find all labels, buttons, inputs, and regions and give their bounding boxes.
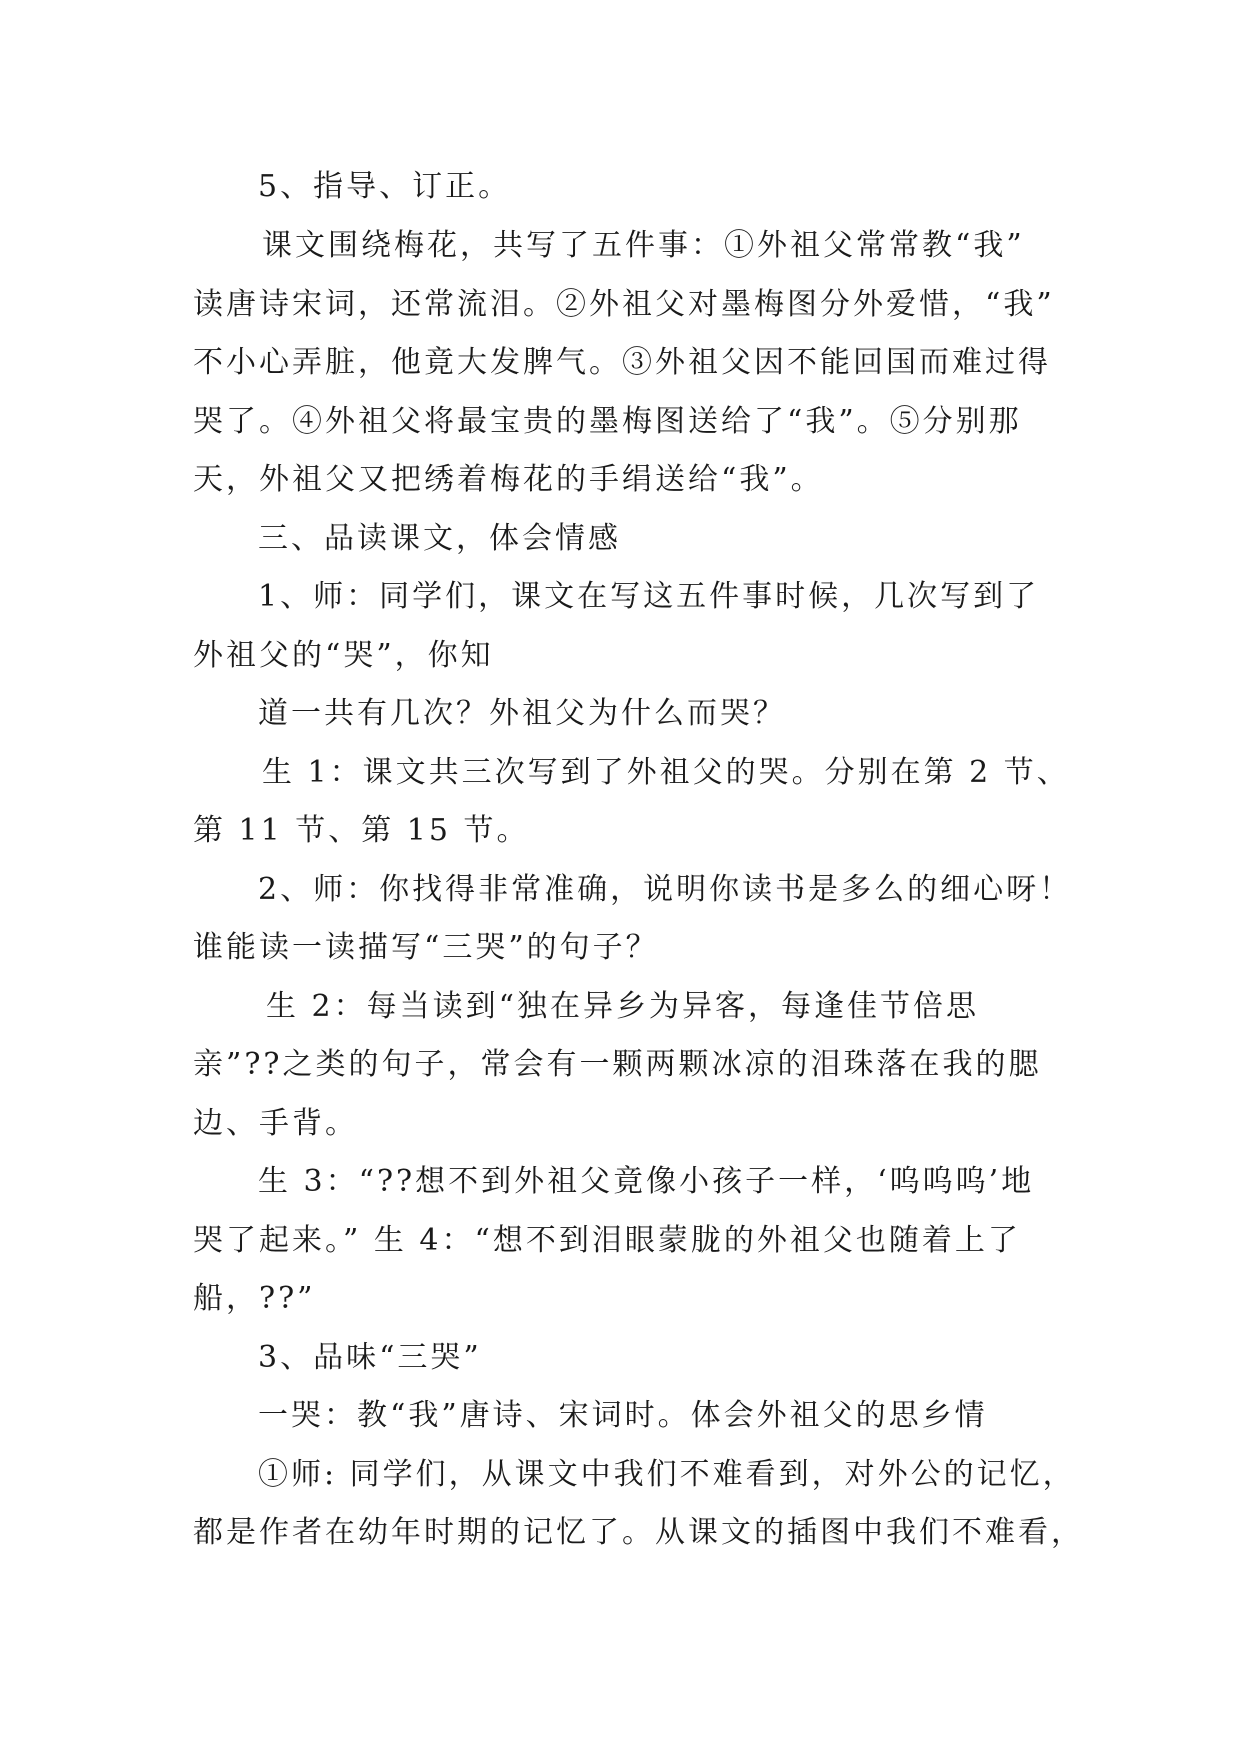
- paragraph-line-23: ①师: 同学们，从课文中我们不难看到，对外公的记忆，: [258, 1457, 1076, 1492]
- paragraph-line-13: 2、师：你找得非常准确，说明你读书是多么的细心呀！: [258, 872, 1073, 907]
- paragraph-line-11: 生 1：课文共三次写到了外祖父的哭。分别在第 2 节、: [262, 755, 1070, 790]
- paragraph-line-2: 课文围绕梅花，共写了五件事：①外祖父常常教“我”: [262, 228, 1025, 263]
- paragraph-line-3: 读唐诗宋词，还常流泪。②外祖父对墨梅图分外爱惜，“我”: [193, 287, 1055, 322]
- paragraph-line-8: 1、师：同学们，课文在写这五件事时候，几次写到了: [258, 579, 1040, 614]
- paragraph-line-4: 不小心弄脏，他竟大发脾气。③外祖父因不能回国而难过得: [193, 345, 1051, 380]
- paragraph-line-10: 道一共有几次？外祖父为什么而哭？: [258, 696, 786, 731]
- section-heading: 三、品读课文，体会情感: [258, 521, 621, 556]
- paragraph-line-24: 都是作者在幼年时期的记忆了。从课文的插图中我们不难看，: [193, 1515, 1084, 1550]
- paragraph-line-21: 3、品味“三哭”: [258, 1340, 482, 1375]
- paragraph-line-15: 生 2：每当读到“独在异乡为异客，每逢佳节倍思: [266, 989, 979, 1024]
- paragraph-line-16: 亲”??之类的句子，常会有一颗两颗冰凉的泪珠落在我的腮: [193, 1047, 1042, 1082]
- paragraph-line-6: 天，外祖父又把绣着梅花的手绢送给“我”。: [193, 462, 824, 497]
- paragraph-line-14: 谁能读一读描写“三哭”的句子？: [193, 930, 659, 965]
- paragraph-line-9: 外祖父的“哭”，你知: [193, 638, 494, 673]
- paragraph-line-19: 哭了起来。” 生 4：“想不到泪眼蒙胧的外祖父也随着上了: [193, 1223, 1021, 1258]
- paragraph-line-18: 生 3：“??想不到外祖父竟像小孩子一样，‘呜呜呜’地: [258, 1164, 1035, 1199]
- paragraph-line-12: 第 11 节、第 15 节。: [193, 813, 530, 848]
- paragraph-line-1: 5、指导、订正。: [258, 169, 512, 204]
- paragraph-line-17: 边、手背。: [193, 1106, 358, 1141]
- paragraph-line-20: 船，??”: [193, 1281, 316, 1316]
- paragraph-line-5: 哭了。④外祖父将最宝贵的墨梅图送给了“我”。⑤分别那: [193, 404, 1022, 439]
- paragraph-line-22: 一哭：教“我”唐诗、宋词时。体会外祖父的思乡情: [258, 1398, 988, 1433]
